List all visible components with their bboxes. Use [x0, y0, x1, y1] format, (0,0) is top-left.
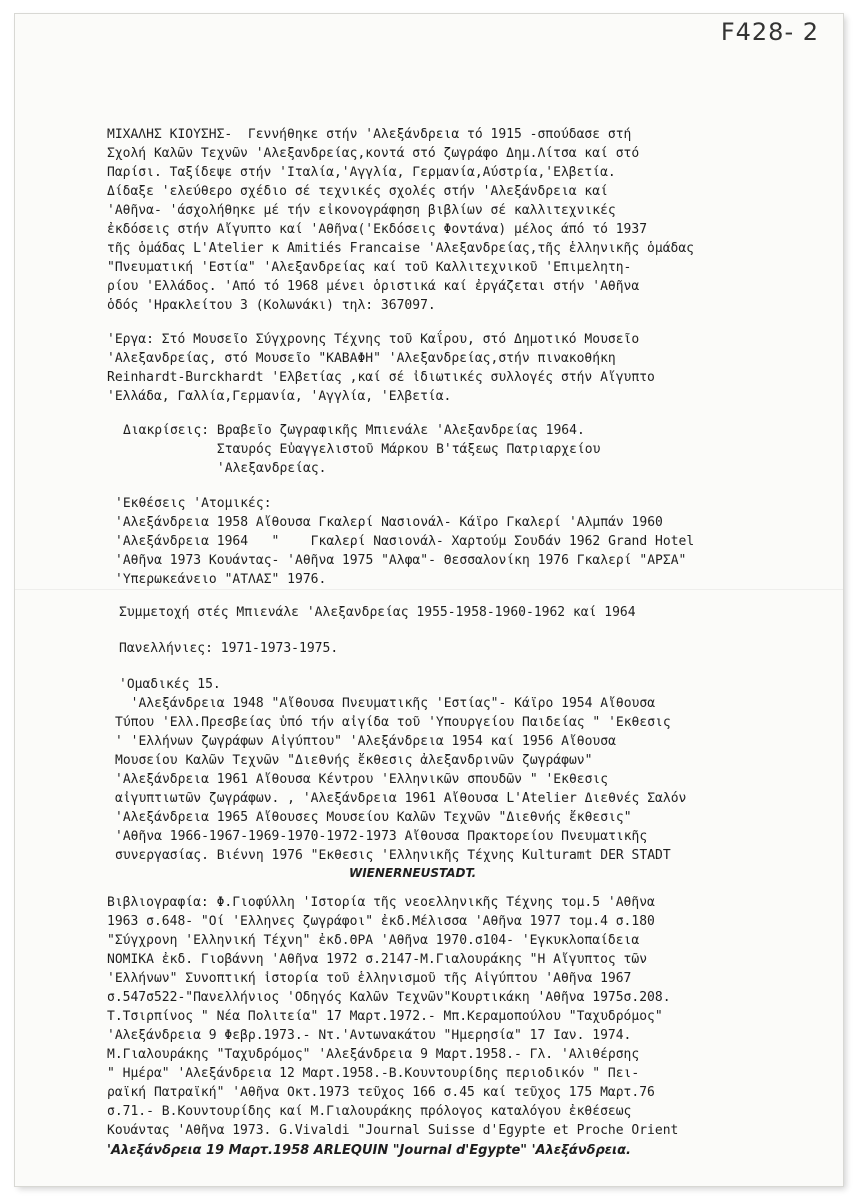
bio-line: ὁδός 'Ηρακλείτου 3 (Κολωνάκι) τηλ: 367097. — [107, 298, 436, 313]
works-line: 'Εργα: Στό Μουσεῖο Σύγχρονης Τέχνης τοῦ Καΐρου, στό Δημοτικό Μουσεῖο — [107, 332, 640, 347]
group-line: 'Αλεξάνδρεια 1961 Αἴθουσα Κέντρου 'Ελληνικῶν σπουδῶν " 'Εκθεσις — [115, 772, 609, 787]
bibliography-line: 'Ελλήνων" Συνοπτική ἱστορία τοῦ ἑλληνισμοῦ τῆς Αἰγύπτου 'Αθῆνα 1967 — [107, 971, 632, 986]
group-line: 'Αλεξάνδρεια 1948 "Αἴθουσα Πνευματικῆς 'Εστίας"- Κάϊρο 1954 Αἴθουσα — [115, 696, 656, 711]
bibliography-line: σ.71.- Β.Κουντουρίδης καί Μ.Γιαλουράκης πρόλογος καταλόγου ἐκθέσεως — [107, 1104, 632, 1119]
group-line: συνεργασίας. Βιέννη 1976 "Εκθεσις 'Ελληνικῆς Τέχνης Kulturamt DER STADT — [115, 848, 671, 863]
bibliography-line: ΝΟΜΙΚΑ ἐκδ. Γιοβάννη 'Αθῆνα 1972 σ.2147-Μ.Γιαλουράκης "Η Αἴγυπτος τῶν — [107, 952, 648, 967]
group-line: 'Αλεξάνδρεια 1965 Αἴθουσες Μουσείου Καλῶν Τεχνῶν "Διεθνής ἔκθεσις" — [115, 810, 632, 825]
group-line: WIENERNEUSTADT. — [115, 866, 477, 880]
bibliography-line: 'Αλεξάνδρεια 9 Φεβρ.1973.- Ντ.'Αντωνακάτου "Ημερησία" 17 Ιαν. 1974. — [107, 1028, 632, 1043]
bio-line: τῆς ὁμάδας L'Atelier κ Amitiés Francaise 'Αλεξανδρείας,τῆς ἑλληνικῆς ὁμάδας — [107, 241, 694, 256]
bibliography-line: 'Αλεξάνδρεια 19 Μαρτ.1958 ARLEQUIN "Journal d'Egypte" 'Αλεξάνδρεια. — [107, 1143, 631, 1158]
awards-line: Διακρίσεις: Βραβεῖο ζωγραφικῆς Μπιενάλε 'Αλεξανδρείας 1964. — [123, 423, 585, 438]
group-line: Τύπου 'Ελλ.Πρεσβείας ὑπό τήν αἰγίδα τοῦ 'Υπουργείου Παιδείας " 'Εκθεσις — [115, 715, 671, 730]
group-heading: 'Ομαδικές 15. — [119, 677, 221, 692]
reference-number: F428- 2 — [720, 18, 819, 46]
awards-line: 'Αλεξανδρείας. — [123, 461, 327, 476]
panhellenic-line: Πανελλήνιες: 1971-1973-1975. — [119, 641, 339, 656]
document-page — [15, 14, 843, 1186]
bio-line: Δίδαξε 'ελεύθερο σχέδιο σέ τεχνικές σχολές στήν 'Αλεξάνδρεια καί — [107, 184, 608, 199]
bio-line: 'Αθῆνα- 'άσχολήθηκε μέ τήν εἰκονογράφηση βιβλίων σέ καλλιτεχνικές — [107, 203, 616, 218]
bio-line: ΜΙΧΑΛΗΣ ΚΙΟΥΣΗΣ- Γεννήθηκε στήν 'Αλεξάνδρεια τό 1915 -σπούδασε στή — [107, 127, 632, 142]
solo-heading: 'Εκθέσεις 'Ατομικές: — [115, 496, 272, 511]
solo-line: 'Αθῆνα 1973 Κουάντας- 'Αθῆνα 1975 "Αλφα"- Θεσσαλονίκη 1976 Γκαλερί "ΑΡΣΑ" — [115, 553, 687, 568]
group-line: αἰγυπτιωτῶν ζωγράφων. , 'Αλεξάνδρεια 1961 Αἴθουσα L'Atelier Διεθνές Σαλόν — [115, 791, 687, 806]
bio-line: ρίου 'Ελλάδος. 'Από τό 1968 μένει ὁριστικά καί ἐργάζεται στήν 'Αθῆνα — [107, 279, 640, 294]
bio-line: "Πνευματική 'Εστία" 'Αλεξανδρείας καί τοῦ Καλλιτεχνικοῦ 'Επιμελητη- — [107, 260, 632, 275]
group-line: 'Αθῆνα 1966-1967-1969-1970-1972-1973 Αἴθουσα Πρακτορείου Πνευματικῆς — [115, 829, 648, 844]
solo-line: 'Αλεξάνδρεια 1958 Αἴθουσα Γκαλερί Νασιονάλ- Κάϊρο Γκαλερί 'Αλμπάν 1960 — [115, 515, 663, 530]
biennale-line: Συμμετοχή στές Μπιενάλε 'Αλεξανδρείας 1955-1958-1960-1962 καί 1964 — [119, 605, 636, 620]
awards-line: Σταυρός Εὐαγγελιστοῦ Μάρκου Β'τάξεως Πατριαρχείου — [123, 442, 601, 457]
fold-line — [15, 589, 843, 590]
group-line: Μουσείου Καλῶν Τεχνῶν "Διεθνής ἔκθεσις ἀλεξανδρινῶν ζωγράφων" — [115, 753, 593, 768]
bibliography-line: Κουάντας 'Αθῆνα 1973. G.Vivaldi "Journal Suisse d'Egypte et Proche Orient — [107, 1123, 679, 1138]
works-line: 'Ελλάδα, Γαλλία,Γερμανία, 'Αγγλία, 'Ελβετία. — [107, 389, 452, 404]
bibliography-line: " Ημέρα" 'Αλεξάνδρεια 12 Μαρτ.1958.-Β.Κουντουρίδης περιοδικόν " Πει- — [107, 1066, 640, 1081]
bibliography-line: Βιβλιογραφία: Φ.Γιοφύλλη 'Ιστορία τῆς νεοελληνικῆς Τέχνης τομ.5 'Αθῆνα — [107, 895, 655, 910]
bibliography-line: σ.547σ522-"Πανελλήνιος 'Οδηγός Καλῶν Τεχνῶν"Κουρτικάκη 'Αθῆνα 1975σ.208. — [107, 990, 671, 1005]
bibliography-line: "Σύγχρονη 'Ελληνική Τέχνη" ἐκδ.ΘΡΑ 'Αθῆνα 1970.σ104- 'Εγκυκλοπαίδεια — [107, 933, 640, 948]
works-line: Reinhardt-Burckhardt 'Ελβετίας ,καί σέ ἰδιωτικές συλλογές στήν Αἴγυπτο — [107, 370, 655, 385]
bibliography-line: Τ.Τσιρπίνος " Νέα Πολιτεία" 17 Μαρτ.1972.- Μπ.Κεραμοπούλου "Ταχυδρόμος" — [107, 1009, 663, 1024]
bio-line: Παρίσι. Ταξίδεψε στήν 'Ιταλία,'Αγγλία, Γερμανία,Αύστρία,'Ελβετία. — [107, 165, 616, 180]
solo-line: 'Υπερωκεάνειο "ΑΤΛΑΣ" 1976. — [115, 572, 327, 587]
bio-line: Σχολή Καλῶν Τεχνῶν 'Αλεξανδρείας,κοντά στό ζωγράφο Δημ.Λίτσα καί στό — [107, 146, 640, 161]
bibliography-line: Μ.Γιαλουράκης "Ταχυδρόμος" 'Αλεξάνδρεια 9 Μαρτ.1958.- Γλ. 'Αλιθέρσης — [107, 1047, 640, 1062]
bibliography-line: ραϊκή Πατραϊκή" 'Αθῆνα Οκτ.1973 τεῦχος 166 σ.45 καί τεῦχος 175 Μαρτ.76 — [107, 1085, 655, 1100]
bio-line: ἐκδόσεις στήν Αἴγυπτο καί 'Αθῆνα('Εκδόσεις Φοντάνα) μέλος άπό τό 1937 — [107, 222, 648, 237]
solo-line: 'Αλεξάνδρεια 1964 " Γκαλερί Νασιονάλ- Χαρτούμ Σουδάν 1962 Grand Hotel — [115, 534, 695, 549]
works-line: 'Αλεξανδρείας, στό Μουσεῖο "ΚΑΒΑΦΗ" 'Αλεξανδρείας,στήν πινακοθήκη — [107, 351, 616, 366]
group-line: ' 'Ελλήνων ζωγράφων Αἰγύπτου" 'Αλεξάνδρεια 1954 καί 1956 Αἴθουσα — [115, 734, 616, 749]
bibliography-line: 1963 σ.648- "Οί 'Ελληνες ζωγράφοι" ἐκδ.Μέλισσα 'Αθῆνα 1977 τομ.4 σ.180 — [107, 914, 655, 929]
